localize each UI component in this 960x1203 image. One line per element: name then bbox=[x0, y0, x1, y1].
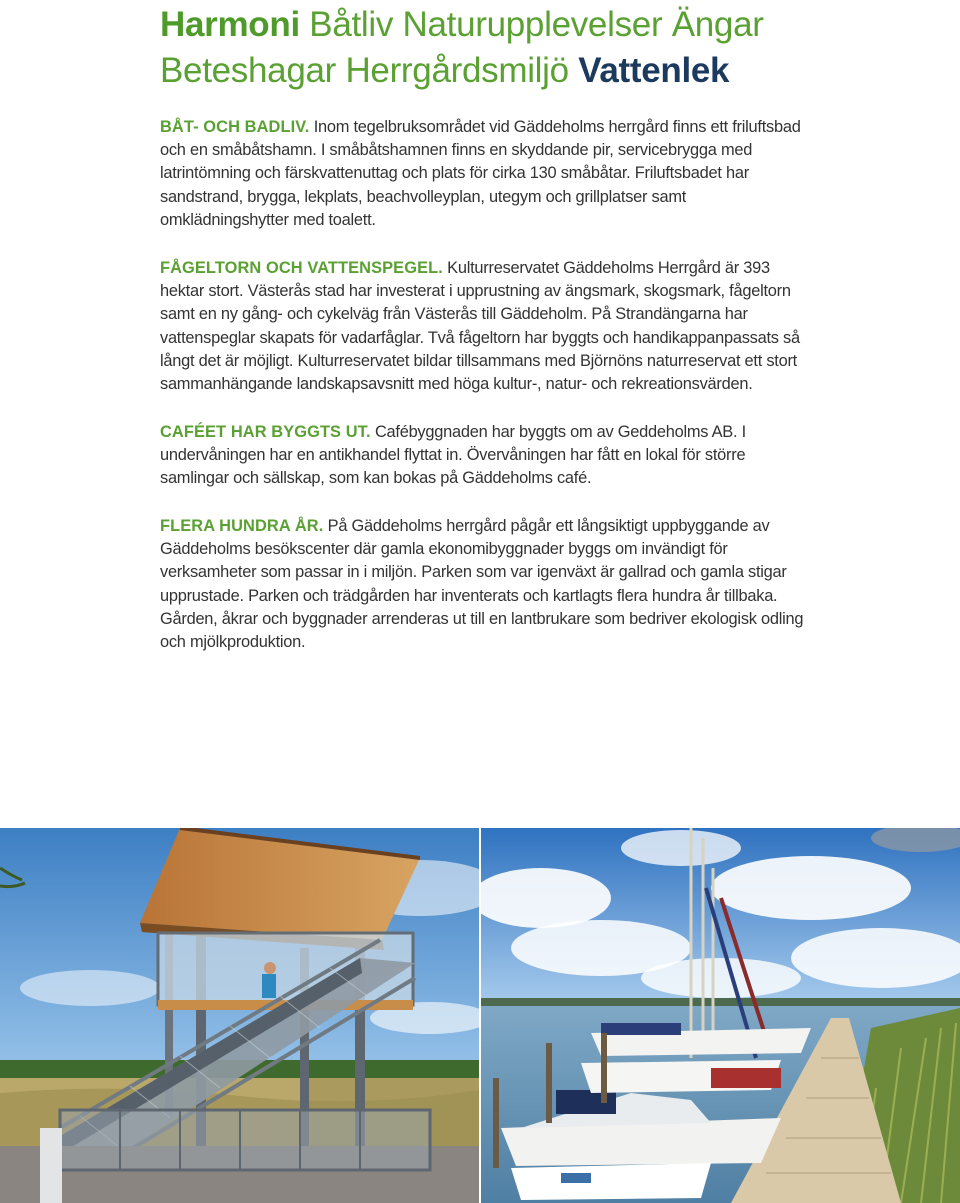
section-heading: CAFÉET HAR BYGGTS UT. bbox=[160, 423, 371, 441]
section-body: Cafébyggnaden har byggts om av Geddeholms AB. I undervåningen har en antikhandel flyttat in. Övervåningen har fått en lokal för större samlingar och sällskap, som kan bokas på Gäddeholms café. bbox=[160, 423, 746, 488]
section-body: Kulturreservatet Gäddeholms Herrgård är 393 hektar stort. Västerås stad har investerat i upprustning av ängsmark, skogsmark, fågeltorn samt en ny gång- och cykelväg från Västerås till Gäddeholm. På Strandängarna har vattenspeglar skapats för vadarfåglar. Två fågeltorn har byggts och handikappanpassats så långt det är möjligt. Kulturreservatet bildar tillsammans med Björnöns naturreservat ett stort sammanhängande landskapsavsnitt med höga kultur-, natur- och rekreationsvärden. bbox=[160, 259, 800, 394]
bird-tower-photo bbox=[0, 828, 479, 1203]
section-body: På Gäddeholms herrgård pågår ett långsiktigt uppbyggande av Gäddeholms besökscenter där gamla ekonomibyggnader byggs om invändigt för verksamheter som passar in i miljön. Parken som var igenväxt är gallrad och gamla stigar upprustade. Parken och trädgården har inventerats och kartlagts flera hundra år tillbaka. Gården, åkrar och byggnader arrenderas ut till en lantbrukare som bedriver ekologisk odling och mjölkproduktion. bbox=[160, 517, 804, 652]
section-body: Inom tegelbruksområdet vid Gäddeholms herrgård finns ett friluftsbad och en småbåtshamn. I småbåtshamnen finns en skyddande pir, servicebrygga med latrintömning och färskvattenuttag och plats för cirka 130 småbåtar. Friluftsbadet har sandstrand, brygga, lekplats, beachvolleyplan, utegym och grillplatser samt omklädningshytter med toalett. bbox=[160, 118, 801, 229]
title-words-line2: Beteshagar Herrgårdsmiljö bbox=[160, 51, 579, 90]
section-heading: FLERA HUNDRA ÅR. bbox=[160, 517, 324, 535]
title-word-harmoni: Harmoni bbox=[160, 5, 300, 44]
page-title bbox=[160, 2, 940, 94]
harbour-photo bbox=[481, 828, 960, 1203]
section-heading: FÅGELTORN OCH VATTENSPEGEL. bbox=[160, 259, 443, 277]
title-words-line1: Båtliv Naturupplevelser Ängar bbox=[299, 5, 764, 44]
title-word-vattenlek: Vattenlek bbox=[578, 51, 730, 90]
section-fageltorn bbox=[160, 257, 805, 396]
section-bat-och-badliv bbox=[160, 116, 805, 232]
section-heading: BÅT- OCH BADLIV. bbox=[160, 118, 310, 136]
section-flera-hundra-ar bbox=[160, 515, 805, 654]
section-cafeet bbox=[160, 421, 805, 491]
